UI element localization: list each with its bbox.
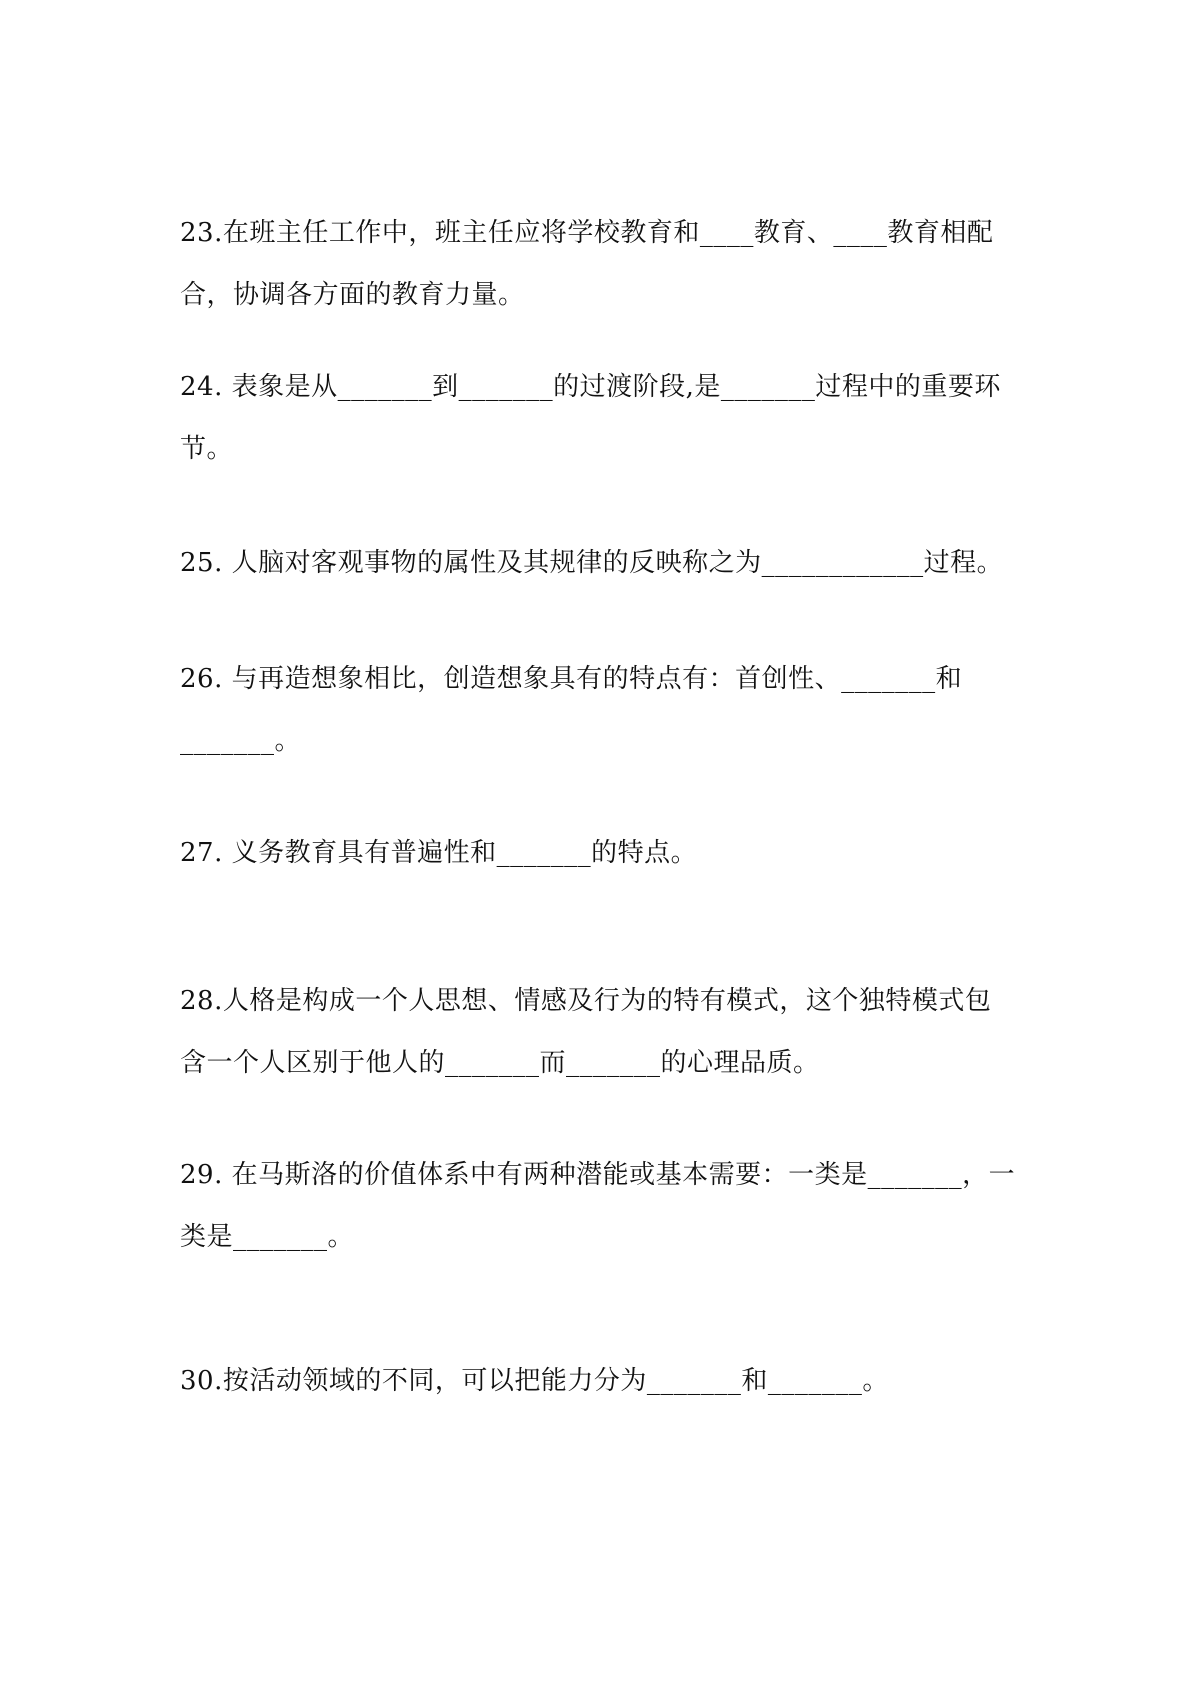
question-26 [180, 648, 1020, 772]
question-25-line-1: 25. 人脑对客观事物的属性及其规律的反映称之为____________过程。 [180, 548, 1004, 578]
question-23-line-1: 23.在班主任工作中，班主任应将学校教育和____教育、____教育相配 [180, 218, 994, 248]
question-28-line-2: 含一个人区别于他人的_______而_______的心理品质。 [180, 1048, 820, 1078]
question-29 [180, 1144, 1020, 1268]
question-25 [180, 532, 1020, 594]
question-29-line-1: 29. 在马斯洛的价值体系中有两种潜能或基本需要：一类是_______，一 [180, 1160, 1016, 1190]
question-27-line-1: 27. 义务教育具有普遍性和_______的特点。 [180, 838, 698, 868]
question-27 [180, 822, 1020, 884]
question-26-line-1: 26. 与再造想象相比，创造想象具有的特点有：首创性、_______和 [180, 664, 963, 694]
question-26-line-2: _______。 [180, 726, 302, 756]
question-23-line-2: 合，协调各方面的教育力量。 [180, 280, 525, 310]
question-30-line-1: 30.按活动领域的不同，可以把能力分为_______和_______。 [180, 1366, 889, 1396]
question-28 [180, 970, 1020, 1094]
question-23 [180, 202, 1020, 326]
question-24-line-2: 节。 [180, 434, 234, 464]
question-28-line-1: 28.人格是构成一个人思想、情感及行为的特有模式，这个独特模式包 [180, 986, 992, 1016]
question-24-line-1: 24. 表象是从_______到_______的过渡阶段,是_______过程中的重要环 [180, 372, 1001, 402]
question-24 [180, 356, 1020, 480]
question-30 [180, 1350, 1020, 1412]
question-29-line-2: 类是_______。 [180, 1222, 355, 1252]
